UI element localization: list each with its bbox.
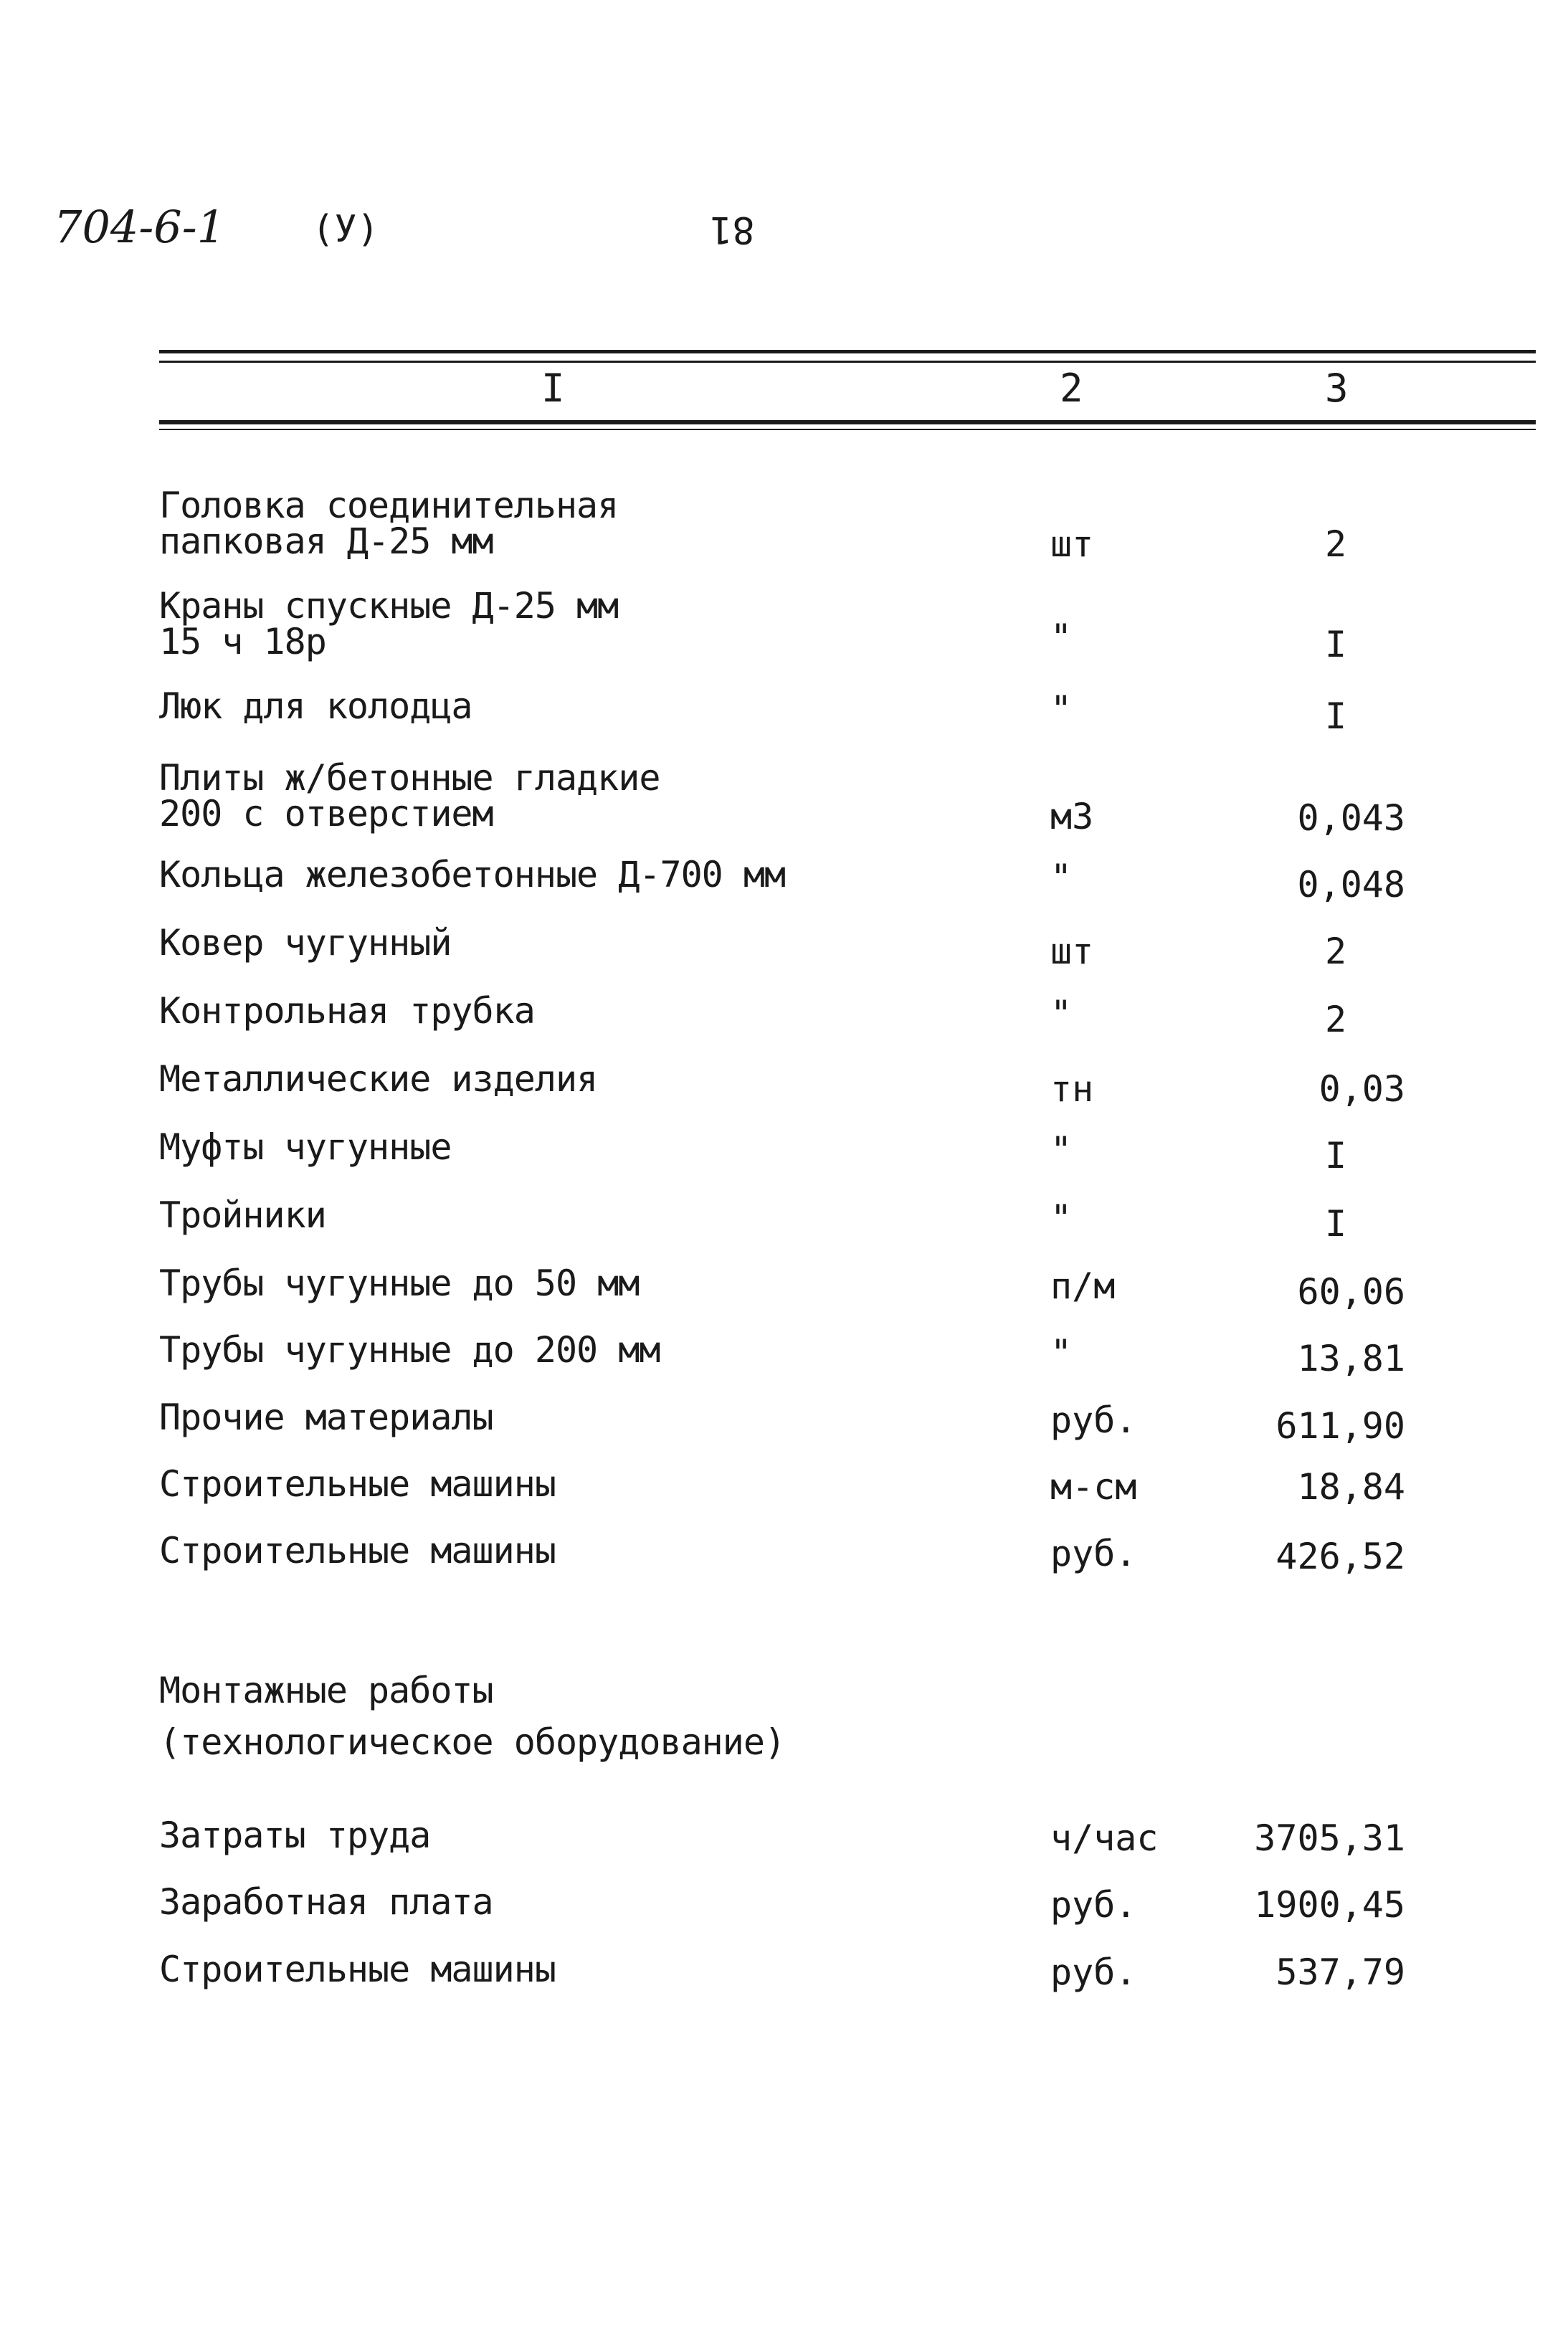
row-name: Контрольная трубка <box>159 990 535 1032</box>
row-value: I <box>1325 624 1347 665</box>
row-unit: м-см <box>1050 1466 1137 1508</box>
column-header-2: 2 <box>1060 366 1083 411</box>
row-value: 13,81 <box>1297 1338 1405 1379</box>
row-unit: м3 <box>1050 796 1094 837</box>
section-heading-line1: Монтажные работы <box>159 1670 493 1711</box>
row-name: Люк для колодца <box>159 685 472 727</box>
table-row <box>0 1126 1568 1197</box>
table-row <box>0 685 1568 756</box>
row-name: Затраты труда <box>159 1815 431 1856</box>
row-value: 18,84 <box>1297 1466 1405 1508</box>
table-row <box>0 757 1568 839</box>
row-name: Строительные машины <box>159 1530 556 1571</box>
row-value: 3705,31 <box>1254 1817 1405 1859</box>
row-name-line2: 200 с отверстием <box>159 793 493 834</box>
row-name <box>159 585 619 662</box>
row-unit: шт <box>1050 931 1094 972</box>
row-unit: тн <box>1050 1068 1094 1110</box>
row-unit: п/м <box>1050 1265 1116 1307</box>
row-value: 2 <box>1325 523 1347 565</box>
row-unit: " <box>1050 617 1073 658</box>
table-top-rule <box>159 350 1536 353</box>
row-name: Кольца железобетонные Д-700 мм <box>159 854 786 895</box>
row-value: I <box>1325 1203 1347 1245</box>
column-header-3: 3 <box>1325 366 1349 411</box>
row-unit: " <box>1050 1197 1073 1239</box>
row-name: Заработная плата <box>159 1881 493 1923</box>
table-row <box>0 990 1568 1060</box>
table-row <box>0 1951 1568 2019</box>
table-row <box>0 1194 1568 1265</box>
document-mark: (У) <box>312 208 379 251</box>
row-value: 611,90 <box>1275 1405 1405 1447</box>
row-value: 1900,45 <box>1254 1884 1405 1926</box>
row-name-line1: Краны спускные Д-25 мм <box>159 585 619 627</box>
table-header-rule-thin <box>159 429 1536 430</box>
table-row <box>0 1329 1568 1399</box>
row-value: 2 <box>1325 999 1347 1040</box>
row-name: Трубы чугунные до 50 мм <box>159 1263 640 1304</box>
section-heading-line2: (технологическое оборудование) <box>159 1721 786 1763</box>
row-value: 0,048 <box>1297 864 1405 905</box>
row-unit: руб. <box>1050 1399 1137 1441</box>
row-name: Тройники <box>159 1194 326 1236</box>
table-top-rule-thin <box>159 361 1536 363</box>
row-value: 426,52 <box>1275 1536 1405 1577</box>
table-row <box>0 1817 1568 1885</box>
row-name: Строительные машины <box>159 1949 556 1990</box>
row-value: I <box>1325 695 1347 737</box>
row-unit: руб. <box>1050 1884 1137 1926</box>
table-row <box>0 1881 1568 1951</box>
table-row <box>0 485 1568 565</box>
table-row <box>0 1058 1568 1128</box>
row-value: 60,06 <box>1297 1271 1405 1313</box>
row-unit: шт <box>1050 523 1094 565</box>
row-name: Муфты чугунные <box>159 1126 452 1168</box>
row-name: Прочие материалы <box>159 1397 493 1438</box>
row-unit: " <box>1050 857 1073 898</box>
section-heading <box>159 1665 785 1768</box>
table-row <box>0 854 1568 924</box>
page-number: 81 <box>710 208 755 251</box>
row-value: 537,79 <box>1275 1951 1405 1993</box>
row-value: I <box>1325 1135 1347 1176</box>
document-code: 704-6-1 <box>54 201 226 253</box>
table-row <box>0 922 1568 992</box>
row-name-line1: Головка соединительная <box>159 485 619 526</box>
table-row <box>0 1463 1568 1533</box>
table-row <box>0 1530 1568 1600</box>
row-name: Трубы чугунные до 200 мм <box>159 1329 660 1371</box>
table-row <box>0 1399 1568 1467</box>
column-header-1: I <box>541 366 565 411</box>
row-value: 2 <box>1325 931 1347 972</box>
table-header-rule <box>159 420 1536 424</box>
row-name <box>159 485 619 562</box>
row-name: Металлические изделия <box>159 1058 598 1100</box>
row-value: 0,03 <box>1318 1068 1405 1110</box>
row-name-line1: Плиты ж/бетонные гладкие <box>159 757 660 799</box>
row-unit: ч/час <box>1050 1817 1159 1859</box>
row-name: Строительные машины <box>159 1463 556 1505</box>
row-unit: руб. <box>1050 1533 1137 1574</box>
row-name: Ковер чугунный <box>159 922 452 964</box>
table-row <box>0 585 1568 665</box>
table-row <box>0 1265 1568 1333</box>
row-name-line2: 15 ч 18р <box>159 621 326 662</box>
row-unit: " <box>1050 1332 1073 1374</box>
row-value: 0,043 <box>1297 797 1405 839</box>
row-unit: руб. <box>1050 1951 1137 1993</box>
row-name-line2: папковая Д-25 мм <box>159 520 493 562</box>
row-unit: " <box>1050 1129 1073 1171</box>
row-unit: " <box>1050 688 1073 730</box>
row-unit: " <box>1050 993 1073 1035</box>
row-name <box>159 757 660 834</box>
